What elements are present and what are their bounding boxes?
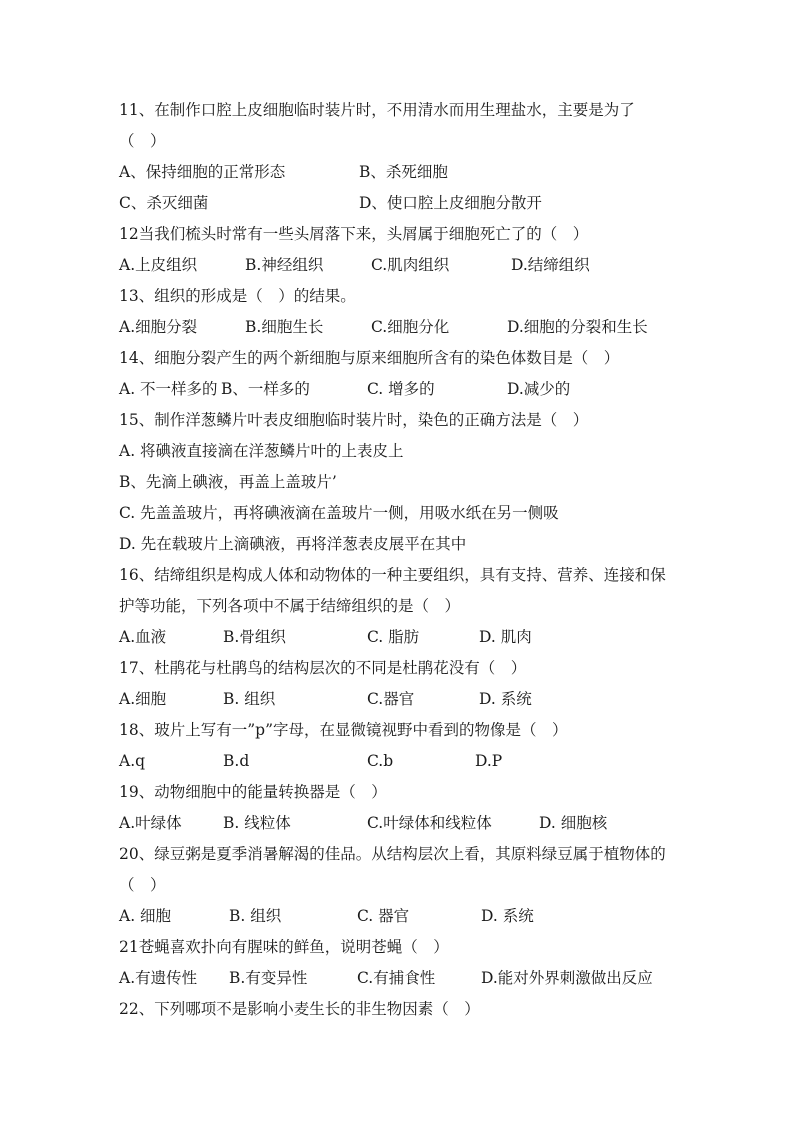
- answer-option: D. 系统: [481, 907, 534, 925]
- answer-option: C.细胞分化: [371, 318, 450, 336]
- question-stem: 16、结缔组织是构成人体和动物体的一种主要组织，具有支持、营养、连接和保: [119, 566, 666, 584]
- option-row: [119, 157, 679, 188]
- answer-option: B.细胞生长: [245, 318, 324, 336]
- question-stem: 18、玻片上写有一”p”字母，在显微镜视野中看到的物像是（ ）: [119, 721, 568, 739]
- question-13: [119, 281, 679, 343]
- question-stem: （ ）: [119, 132, 166, 150]
- option-row: [119, 684, 679, 715]
- question-stem: 14、细胞分裂产生的两个新细胞与原来细胞所含有的染色体数目是（ ）: [119, 349, 620, 367]
- answer-option: B、一样多的: [221, 380, 310, 398]
- answer-option: B、先滴上碘液，再盖上盖玻片’: [119, 473, 337, 491]
- answer-option: D.结缔组织: [511, 256, 590, 274]
- question-15: [119, 405, 679, 560]
- answer-option: A. 不一样多的: [119, 380, 218, 398]
- answer-option: B. 组织: [229, 907, 282, 925]
- option-row: [119, 746, 679, 777]
- answer-option: C. 先盖盖玻片，再将碘液滴在盖玻片一侧，用吸水纸在另一侧吸: [119, 504, 559, 522]
- option-row: [119, 312, 679, 343]
- option-row: [119, 529, 679, 560]
- answer-option: A.细胞: [119, 690, 167, 708]
- question-21: [119, 932, 679, 994]
- answer-option: C.肌肉组织: [371, 256, 450, 274]
- question-stem: 15、制作洋葱鳞片叶表皮细胞临时装片时，染色的正确方法是（ ）: [119, 411, 589, 429]
- answer-option: A.叶绿体: [119, 814, 182, 832]
- question-stem: （ ）: [119, 876, 166, 894]
- answer-option: A. 细胞: [119, 907, 172, 925]
- answer-option: A.上皮组织: [119, 256, 198, 274]
- option-row: [119, 436, 679, 467]
- answer-option: C. 器官: [357, 907, 410, 925]
- question-stem: 护等功能，下列各项中不属于结缔组织的是（ ）: [119, 597, 461, 615]
- question-list: [119, 95, 679, 1025]
- option-row: [119, 808, 679, 839]
- answer-option: B、杀死细胞: [359, 163, 448, 181]
- option-row: [119, 498, 679, 529]
- option-row: [119, 622, 679, 653]
- answer-option: B.有变异性: [229, 969, 308, 987]
- question-stem: 11、在制作口腔上皮细胞临时装片时，不用清水而用生理盐水，主要是为了: [119, 101, 635, 119]
- question-stem: 12当我们梳头时常有一些头屑落下来，头屑属于细胞死亡了的（ ）: [119, 225, 589, 243]
- answer-option: C. 增多的: [367, 380, 435, 398]
- answer-option: D.能对外界刺激做出反应: [481, 969, 653, 987]
- answer-option: B. 组织: [223, 690, 276, 708]
- question-22: [119, 994, 679, 1025]
- answer-option: D.P: [475, 752, 503, 770]
- answer-option: A、保持细胞的正常形态: [119, 163, 286, 181]
- question-14: [119, 343, 679, 405]
- question-18: [119, 715, 679, 777]
- answer-option: D.减少的: [507, 380, 571, 398]
- question-12: [119, 219, 679, 281]
- question-stem: 13、组织的形成是（ ）的结果。: [119, 287, 356, 305]
- question-stem: 19、动物细胞中的能量转换器是（ ）: [119, 783, 387, 801]
- answer-option: B. 线粒体: [223, 814, 291, 832]
- answer-option: D. 细胞核: [539, 814, 608, 832]
- answer-option: A.血液: [119, 628, 167, 646]
- answer-option: C.叶绿体和线粒体: [367, 814, 492, 832]
- question-16: [119, 560, 679, 653]
- answer-option: A.q: [119, 752, 146, 770]
- question-11: [119, 95, 679, 219]
- answer-option: C.器官: [367, 690, 415, 708]
- answer-option: D、使口腔上皮细胞分散开: [359, 194, 542, 212]
- question-stem: 22、下列哪项不是影响小麦生长的非生物因素（ ）: [119, 1000, 480, 1018]
- answer-option: D. 肌肉: [479, 628, 532, 646]
- answer-option: D. 先在载玻片上滴碘液，再将洋葱表皮展平在其中: [119, 535, 467, 553]
- option-row: [119, 250, 679, 281]
- option-row: [119, 963, 679, 994]
- question-17: [119, 653, 679, 715]
- answer-option: A.细胞分裂: [119, 318, 198, 336]
- answer-option: A. 将碘液直接滴在洋葱鳞片叶的上表皮上: [119, 442, 404, 460]
- answer-option: A.有遗传性: [119, 969, 198, 987]
- answer-option: C、杀灭细菌: [119, 194, 209, 212]
- question-stem: 21苍蝇喜欢扑向有腥味的鲜鱼，说明苍蝇（ ）: [119, 938, 449, 956]
- answer-option: C.有捕食性: [357, 969, 436, 987]
- option-row: [119, 467, 679, 498]
- question-stem: 17、杜鹃花与杜鹃鸟的结构层次的不同是杜鹃花没有（ ）: [119, 659, 527, 677]
- answer-option: D. 系统: [479, 690, 532, 708]
- answer-option: C. 脂肪: [367, 628, 420, 646]
- option-row: [119, 188, 679, 219]
- option-row: [119, 901, 679, 932]
- answer-option: C.b: [367, 752, 394, 770]
- answer-option: D.细胞的分裂和生长: [507, 318, 648, 336]
- option-row: [119, 374, 679, 405]
- answer-option: B.d: [223, 752, 250, 770]
- question-stem: 20、绿豆粥是夏季消暑解渴的佳品。从结构层次上看，其原料绿豆属于植物体的: [119, 845, 666, 863]
- answer-option: B.骨组织: [223, 628, 286, 646]
- answer-option: B.神经组织: [245, 256, 324, 274]
- question-19: [119, 777, 679, 839]
- question-20: [119, 839, 679, 932]
